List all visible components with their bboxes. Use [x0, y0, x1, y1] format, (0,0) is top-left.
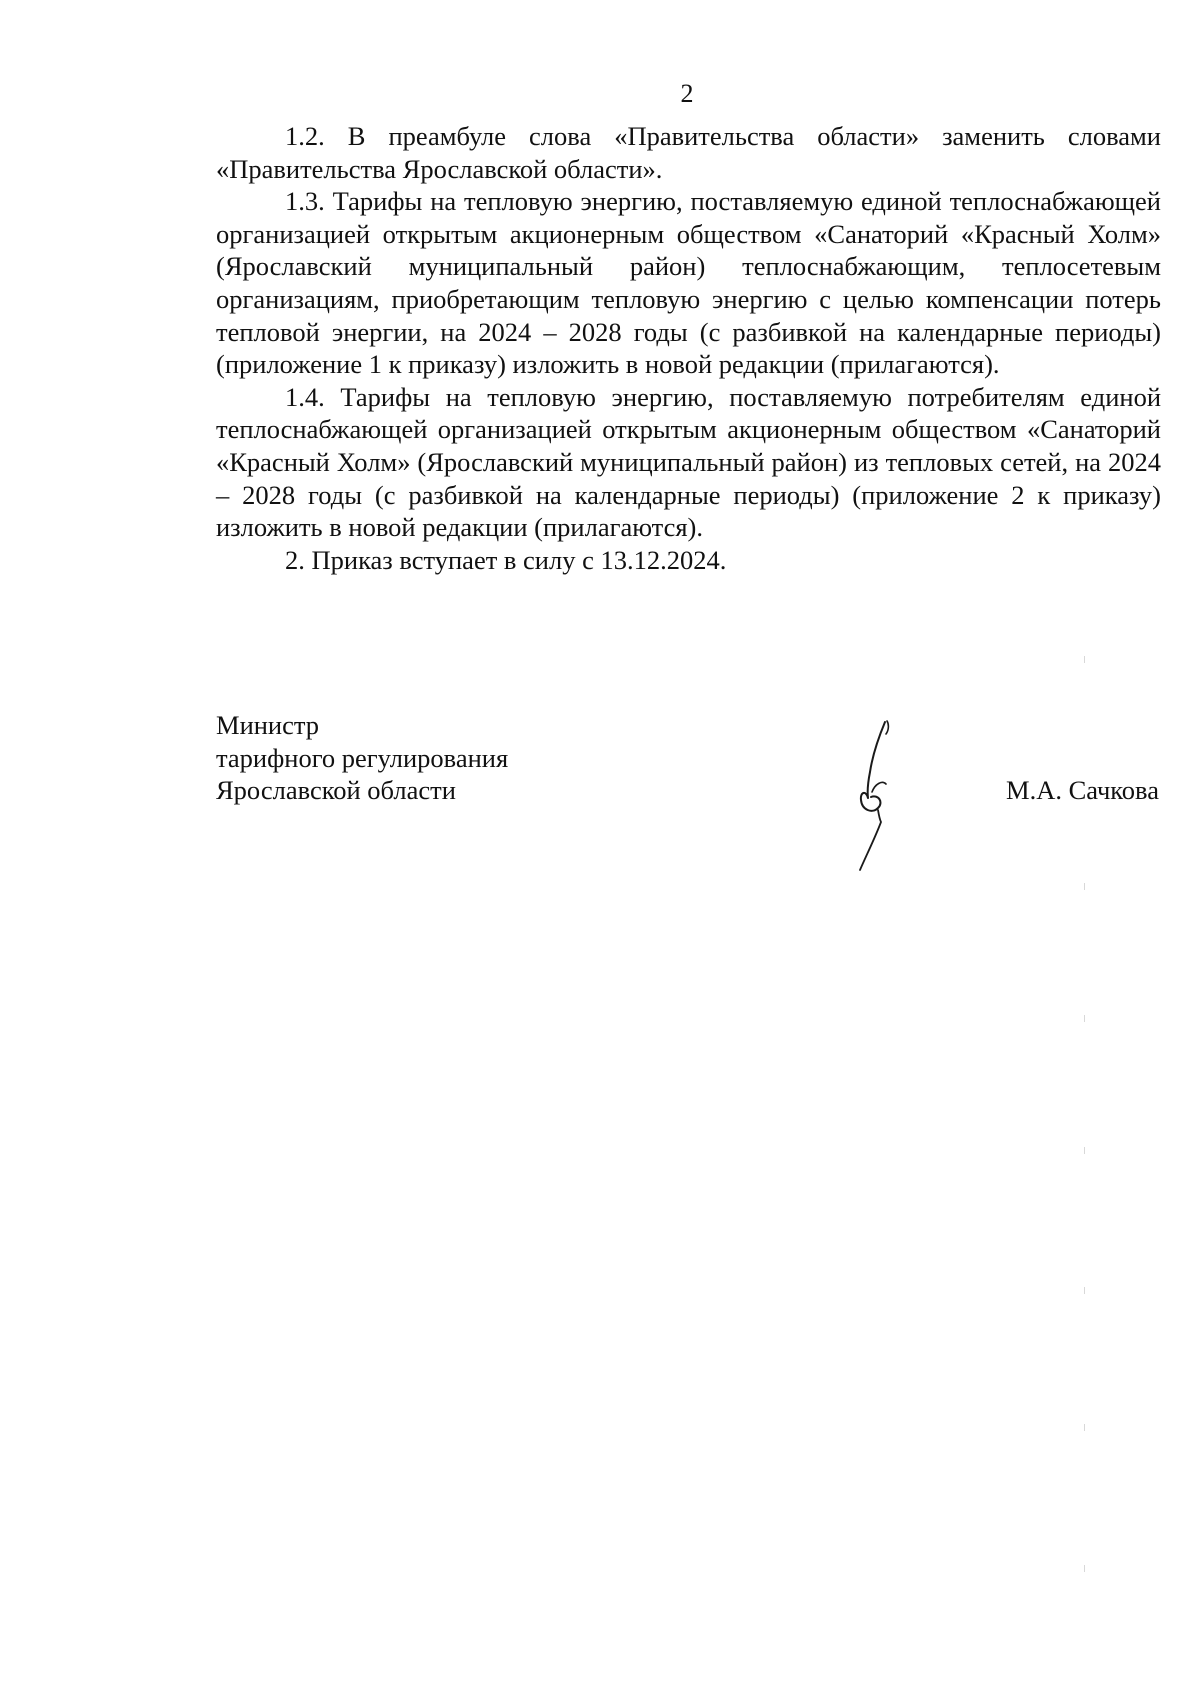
paragraph-1-3: 1.3. Тарифы на тепловую энергию, поставляемую единой теплоснабжающей организацией открытым акционерным обществом «Санаторий «Красный Холм» (Ярославский муниципальный район) теплоснабжающим, теплосетевым организациям, приобретающим тепловую энергию с целью компенсации потерь тепловой энергии, на 2024 – 2028 годы (с разбивкой на календарные периоды) (приложение 1 к приказу) изложить в новой редакции (прилагаются).: [216, 186, 1161, 380]
signatory-title-line: Ярославской области: [216, 775, 456, 805]
paragraph-1-2: 1.2. В преамбуле слова «Правительства области» заменить словами «Правительства Ярославской области».: [216, 121, 1161, 184]
document-body: [216, 120, 1161, 576]
page-number: 2: [680, 79, 694, 108]
scan-artifact: [1084, 1565, 1085, 1572]
signatory-title-line: тарифного регулирования: [216, 742, 509, 773]
scan-artifact: [1084, 1147, 1085, 1154]
scan-artifact: [1084, 1287, 1085, 1294]
signatory-title: [216, 709, 508, 807]
scan-artifact: [1084, 1424, 1085, 1431]
signatory-name: М.А. Сачкова: [1006, 775, 1159, 805]
paragraph-2: 2. Приказ вступает в силу с 13.12.2024.: [285, 544, 727, 575]
scan-artifact: [1084, 656, 1085, 663]
scan-artifact: [1084, 1015, 1085, 1022]
signatory-title-line: Министр: [216, 710, 320, 740]
scan-artifact: [1084, 883, 1085, 890]
handwritten-signature: [858, 720, 928, 875]
paragraph-1-4: 1.4. Тарифы на тепловую энергию, поставляемую потребителям единой теплоснабжающей организацией открытым акционерным обществом «Санаторий «Красный Холм» (Ярославский муниципальный район) из тепловых сетей, на 2024 – 2028 годы (с разбивкой на календарные периоды) (приложение 2 к приказу) изложить в новой редакции (прилагаются).: [216, 381, 1161, 543]
